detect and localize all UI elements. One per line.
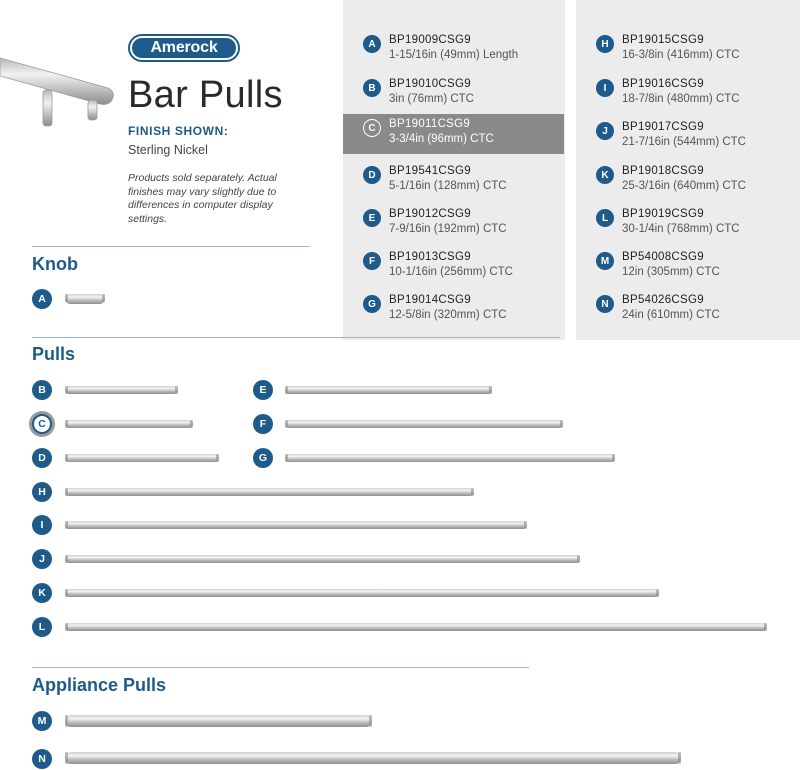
sku-row-n[interactable] (576, 290, 797, 330)
sku-badge: A (363, 35, 381, 53)
sku-size: 12in (305mm) CTC (622, 266, 720, 278)
sku-badge: H (596, 35, 614, 53)
diagram-badge-n: N (32, 749, 52, 769)
pull-image-e (285, 386, 492, 394)
appliance-pull-image-n (65, 752, 681, 764)
pull-image-g (285, 454, 615, 462)
sku-code: BP19016CSG9 (622, 78, 704, 90)
section-heading-appliance-pulls: Appliance Pulls (32, 675, 167, 695)
diagram-badge-e: E (253, 380, 273, 400)
sku-badge: I (596, 79, 614, 97)
sku-code: BP19009CSG9 (389, 34, 471, 46)
sku-badge: B (363, 79, 381, 97)
diagram-badge-c-selected: C (32, 414, 52, 434)
section-heading-pulls: Pulls (32, 344, 76, 364)
sku-row-b[interactable] (343, 74, 564, 114)
pull-image-h (65, 488, 474, 496)
logo-text: Amerock (132, 38, 236, 58)
section-divider (32, 246, 310, 247)
section-heading-knob: Knob (32, 254, 78, 274)
sku-size: 24in (610mm) CTC (622, 309, 720, 321)
diagram-badge-a: A (32, 289, 52, 309)
product-image-bar-pull (0, 48, 125, 138)
sku-badge: G (363, 295, 381, 313)
sku-row-k[interactable] (576, 161, 797, 201)
sku-code: BP19011CSG9 (389, 118, 471, 130)
sku-size: 7-9/16in (192mm) CTC (389, 223, 507, 235)
sku-size: 1-15/16in (49mm) Length (389, 49, 519, 61)
diagram-badge-m: M (32, 711, 52, 731)
pull-image-b (65, 386, 178, 394)
sku-size: 5-1/16in (128mm) CTC (389, 180, 507, 192)
sku-code: BP19010CSG9 (389, 78, 471, 90)
diagram-badge-b: B (32, 380, 52, 400)
sku-size: 16-3/8in (416mm) CTC (622, 49, 740, 61)
sku-badge: C (363, 119, 381, 137)
sku-row-d[interactable] (343, 161, 564, 201)
sku-badge: N (596, 295, 614, 313)
diagram-badge-i: I (32, 515, 52, 535)
sku-panel-left (343, 0, 565, 340)
sku-badge: M (596, 252, 614, 270)
finish-value: Sterling Nickel (128, 143, 208, 157)
sku-badge: J (596, 122, 614, 140)
sku-row-f[interactable] (343, 247, 564, 287)
sku-size: 3-3/4in (96mm) CTC (389, 133, 494, 145)
sku-row-e[interactable] (343, 204, 564, 244)
finish-label: FINISH SHOWN: (128, 124, 229, 138)
sku-code: BP19015CSG9 (622, 34, 704, 46)
sku-row-m[interactable] (576, 247, 797, 287)
sku-badge: D (363, 166, 381, 184)
sku-row-g[interactable] (343, 290, 564, 330)
sku-size: 21-7/16in (544mm) CTC (622, 136, 746, 148)
sku-panel-right (576, 0, 800, 340)
diagram-badge-h: H (32, 482, 52, 502)
section-divider (32, 337, 560, 338)
sku-row-h[interactable] (576, 30, 797, 70)
sku-size: 12-5/8in (320mm) CTC (389, 309, 507, 321)
amerock-logo (128, 34, 240, 62)
diagram-badge-l: L (32, 617, 52, 637)
diagram-badge-d: D (32, 448, 52, 468)
sku-size: 30-1/4in (768mm) CTC (622, 223, 740, 235)
sku-row-j[interactable] (576, 117, 797, 157)
sku-code: BP19018CSG9 (622, 165, 704, 177)
sku-code: BP54026CSG9 (622, 294, 704, 306)
diagram-badge-g: G (253, 448, 273, 468)
knob-image-a (65, 294, 105, 304)
sku-badge: K (596, 166, 614, 184)
sku-badge: L (596, 209, 614, 227)
sku-badge: F (363, 252, 381, 270)
sku-row-a[interactable] (343, 30, 564, 70)
diagram-badge-k: K (32, 583, 52, 603)
disclaimer-text: Products sold separately. Actual finishes may vary slightly due to differences in computer display settings. (128, 172, 277, 225)
sku-code: BP19017CSG9 (622, 121, 704, 133)
diagram-badge-j: J (32, 549, 52, 569)
pull-image-d (65, 454, 219, 462)
sku-code: BP19019CSG9 (622, 208, 704, 220)
pull-image-k (65, 589, 659, 597)
sku-code: BP19012CSG9 (389, 208, 471, 220)
section-divider (32, 667, 529, 668)
sku-badge: E (363, 209, 381, 227)
sku-size: 3in (76mm) CTC (389, 93, 474, 105)
sku-code: BP19013CSG9 (389, 251, 471, 263)
sku-code: BP54008CSG9 (622, 251, 704, 263)
sku-row-i[interactable] (576, 74, 797, 114)
sku-code: BP19541CSG9 (389, 165, 471, 177)
pull-image-l (65, 623, 767, 631)
sku-row-c-selected[interactable] (343, 114, 564, 154)
sku-size: 25-3/16in (640mm) CTC (622, 180, 746, 192)
sku-size: 18-7/8in (480mm) CTC (622, 93, 740, 105)
appliance-pull-image-m (65, 715, 372, 727)
pull-image-j (65, 555, 580, 563)
diagram-badge-f: F (253, 414, 273, 434)
page-title: Bar Pulls (128, 74, 283, 116)
sku-row-l[interactable] (576, 204, 797, 244)
pull-image-f (285, 420, 563, 428)
pull-image-c (65, 420, 193, 428)
pull-image-i (65, 521, 527, 529)
sku-size: 10-1/16in (256mm) CTC (389, 266, 513, 278)
sku-code: BP19014CSG9 (389, 294, 471, 306)
